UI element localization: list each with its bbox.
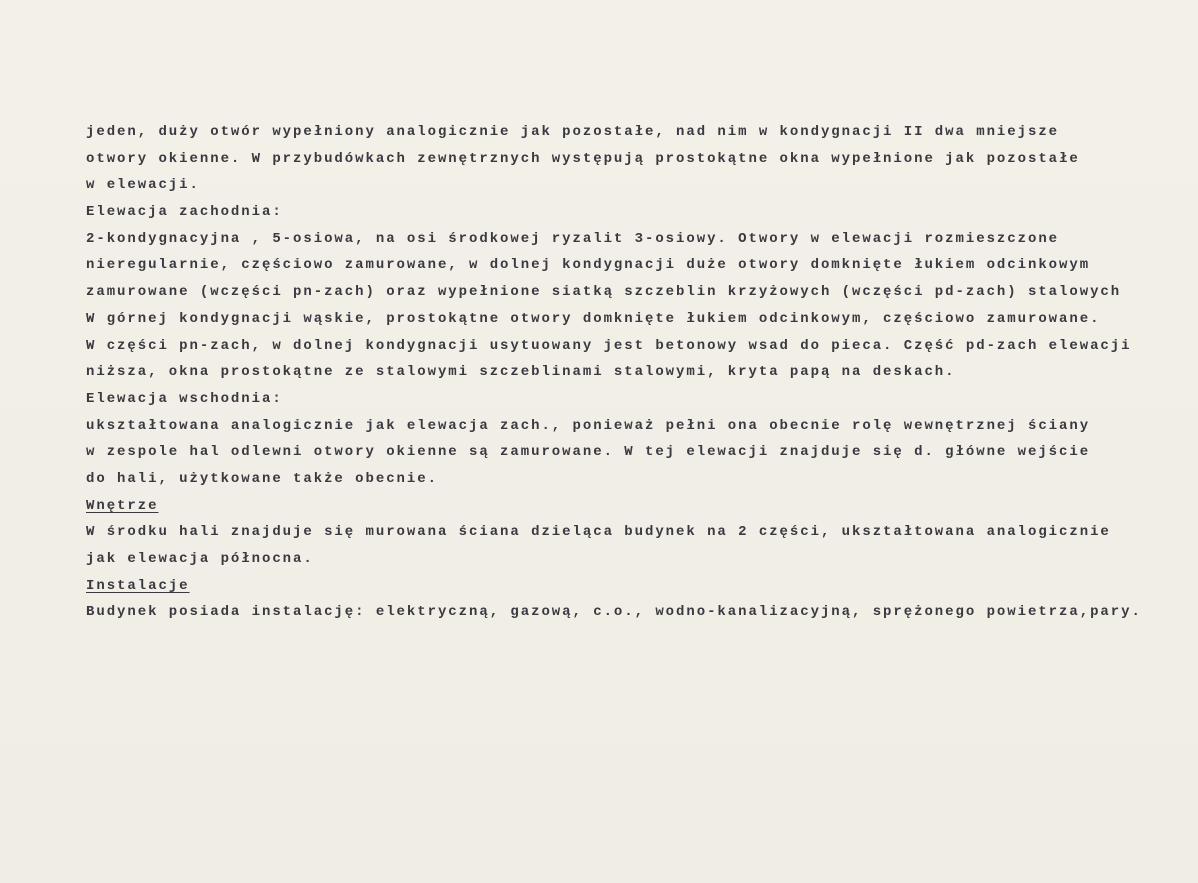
text-line: W części pn-zach, w dolnej kondygnacji usytuowany jest betonowy wsad do pieca. Część pd-zach elewacji	[86, 337, 1132, 354]
text-line: nieregularnie, częściowo zamurowane, w dolnej kondygnacji duże otwory domknięte łukiem odcinkowym	[86, 257, 1091, 274]
underlined-heading-text: Instalacje	[86, 577, 190, 594]
text-line: w elewacji.	[86, 177, 200, 194]
text-line: w zespole hal odlewni otwory okienne są zamurowane. W tej elewacji znajduje się d. główne wejście	[86, 444, 1091, 461]
text-line: niższa, okna prostokątne ze stalowymi szczeblinami stalowymi, kryta papą na deskach.	[86, 364, 956, 381]
document-body	[86, 119, 1142, 626]
text-line: jeden, duży otwór wypełniony analogicznie jak pozostałe, nad nim w kondygnacji II dwa mniejsze	[86, 124, 1060, 140]
section-heading	[86, 493, 1142, 520]
text-line: otwory okienne. W przybudówkach zewnętrznych występują prostokątne okna wypełnione jak pozostałe	[86, 150, 1080, 167]
text-line: zamurowane (wczęści pn-zach) oraz wypełnione siatką szczeblin krzyżowych (wczęści pd-zach) stalowych	[86, 284, 1122, 301]
text-line: ukształtowana analogicznie jak elewacja zach., ponieważ pełni ona obecnie rolę wewnętrznej ściany	[86, 417, 1091, 434]
underlined-heading-text: Wnętrze	[86, 497, 159, 514]
text-line: Budynek posiada instalację: elektryczną, gazową, c.o., wodno-kanalizacyjną, sprężonego powietrza,pary.	[86, 604, 1142, 621]
text-line: W górnej kondygnacji wąskie, prostokątne otwory domknięte łukiem odcinkowym, częściowo zamurowane.	[86, 310, 1101, 327]
text-line: 2-kondygnacyjna , 5-osiowa, na osi środkowej ryzalit 3-osiowy. Otwory w elewacji rozmieszczone	[86, 230, 1060, 247]
section-heading	[86, 573, 1142, 600]
text-line: W środku hali znajduje się murowana ściana dzieląca budynek na 2 części, ukształtowana analogicznie	[86, 524, 1111, 541]
text-line: do hali, użytkowane także obecnie.	[86, 470, 438, 487]
text-line: Elewacja wschodnia:	[86, 390, 283, 407]
text-line: Elewacja zachodnia:	[86, 204, 283, 221]
text-line: jak elewacja północna.	[86, 551, 314, 567]
